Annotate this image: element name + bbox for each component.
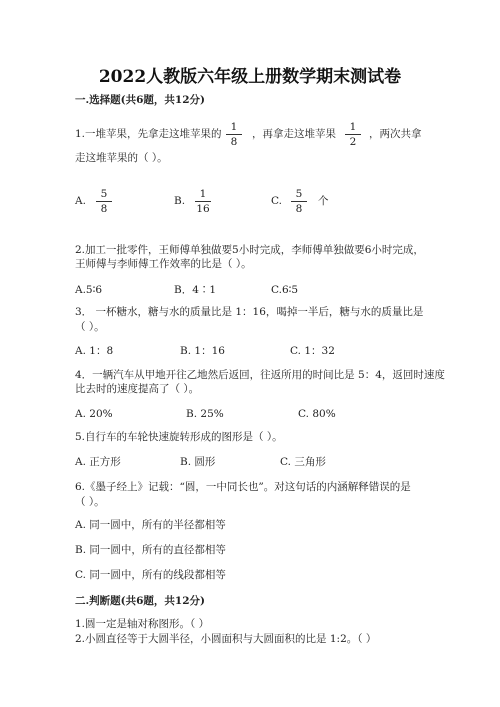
q1-option-a-denominator: 8 xyxy=(100,203,108,215)
q2-text-line1: 2.加工一批零件，王师傅单独做要5小时完成，李师傅单独做要6小时完成， xyxy=(75,244,424,256)
q2-option-a: A.5∶6 xyxy=(75,284,103,296)
q6-text-line2: （ ）。 xyxy=(75,496,105,508)
q1-option-b-fraction xyxy=(195,188,211,215)
q3-text-line1: 3． 一杯糖水，糖与水的质量比是 1：16，喝掉一半后，糖与水的质量比是 xyxy=(75,306,424,318)
page-title: 2022人教版六年级上册数学期末测试卷 xyxy=(98,67,402,87)
q4-option-b: B. 25% xyxy=(186,408,224,420)
q4-option-c: C. 80% xyxy=(298,408,336,420)
q1-fraction-1-numerator: 1 xyxy=(226,121,242,135)
q5-text-line1: 5.自行车的车轮快速旋转形成的图形是（ ）。 xyxy=(75,431,283,443)
q1-text-line2: 走这堆苹果的（ ）。 xyxy=(75,152,168,164)
q2-option-b: B．4∶1 xyxy=(174,284,217,296)
q6-option-b: B. 同一圆中，所有的直径都相等 xyxy=(75,544,226,556)
q6-option-c: C. 同一圆中，所有的线段都相等 xyxy=(75,569,226,581)
q3-option-b: B. 1：16 xyxy=(180,345,225,357)
q3-text-line2: （ ）。 xyxy=(75,321,105,333)
q1-option-a-numerator: 5 xyxy=(96,188,112,202)
q1-fraction-2 xyxy=(345,121,361,148)
section-heading-true-false: 二.判断题(共6题，共12分) xyxy=(75,595,206,607)
q1-option-b-denominator: 16 xyxy=(196,203,210,215)
q3-option-a: A. 1：8 xyxy=(75,345,114,357)
q1-fraction-1 xyxy=(226,121,242,148)
q1-option-c-denominator: 8 xyxy=(295,203,303,215)
q5-option-a: A. 正方形 xyxy=(75,456,121,468)
q1-option-b-label: B. xyxy=(174,195,186,207)
q1-option-b-numerator: 1 xyxy=(195,188,211,202)
q1-text-b: ，再拿走这堆苹果 xyxy=(252,128,336,140)
q1-option-a-fraction xyxy=(96,188,112,215)
q1-option-c-fraction xyxy=(291,188,307,215)
q1-text-a: 1.一堆苹果，先拿走这堆苹果的 xyxy=(75,128,222,140)
q3-option-c: C. 1：32 xyxy=(290,345,335,357)
q4-text-line1: 4．一辆汽车从甲地开往乙地然后返回，往返所用的时间比是 5：4，返回时速度 xyxy=(75,369,445,381)
section-heading-choice: 一.选择题(共6题，共12分) xyxy=(75,94,206,106)
q2-text-line2: 王师傅与李师傅工作效率的比是（ ）。 xyxy=(75,258,252,270)
q4-option-a: A. 20% xyxy=(75,408,113,420)
q1-fraction-2-numerator: 1 xyxy=(345,121,361,135)
q1-option-a-label: A. xyxy=(75,195,86,207)
q2-option-c: C.6∶5 xyxy=(271,284,299,296)
tf-question-1: 1.圆一定是轴对称图形。（ ） xyxy=(75,618,210,630)
q5-option-c: C. 三角形 xyxy=(280,456,326,468)
q1-option-c-unit: 个 xyxy=(318,195,329,207)
q1-option-c-numerator: 5 xyxy=(291,188,307,202)
q1-fraction-2-denominator: 2 xyxy=(349,136,357,148)
q6-text-line1: 6.《墨子经上》记载：“圆，一中同长也”。对这句话的内涵解释错误的是 xyxy=(75,481,411,493)
q5-option-b: B. 圆形 xyxy=(180,456,216,468)
q1-fraction-1-denominator: 8 xyxy=(230,136,238,148)
tf-question-2: 2.小圆直径等于大圆半径，小圆面积与大圆面积的比是 1:2。（ ） xyxy=(75,633,377,645)
q6-option-a: A. 同一圆中，所有的半径都相等 xyxy=(75,519,226,531)
q1-text-c: ，两次共拿 xyxy=(369,128,422,140)
q4-text-line2: 比去时的速度提高了（ ）。 xyxy=(75,383,200,395)
q1-option-c-label: C. xyxy=(271,195,282,207)
